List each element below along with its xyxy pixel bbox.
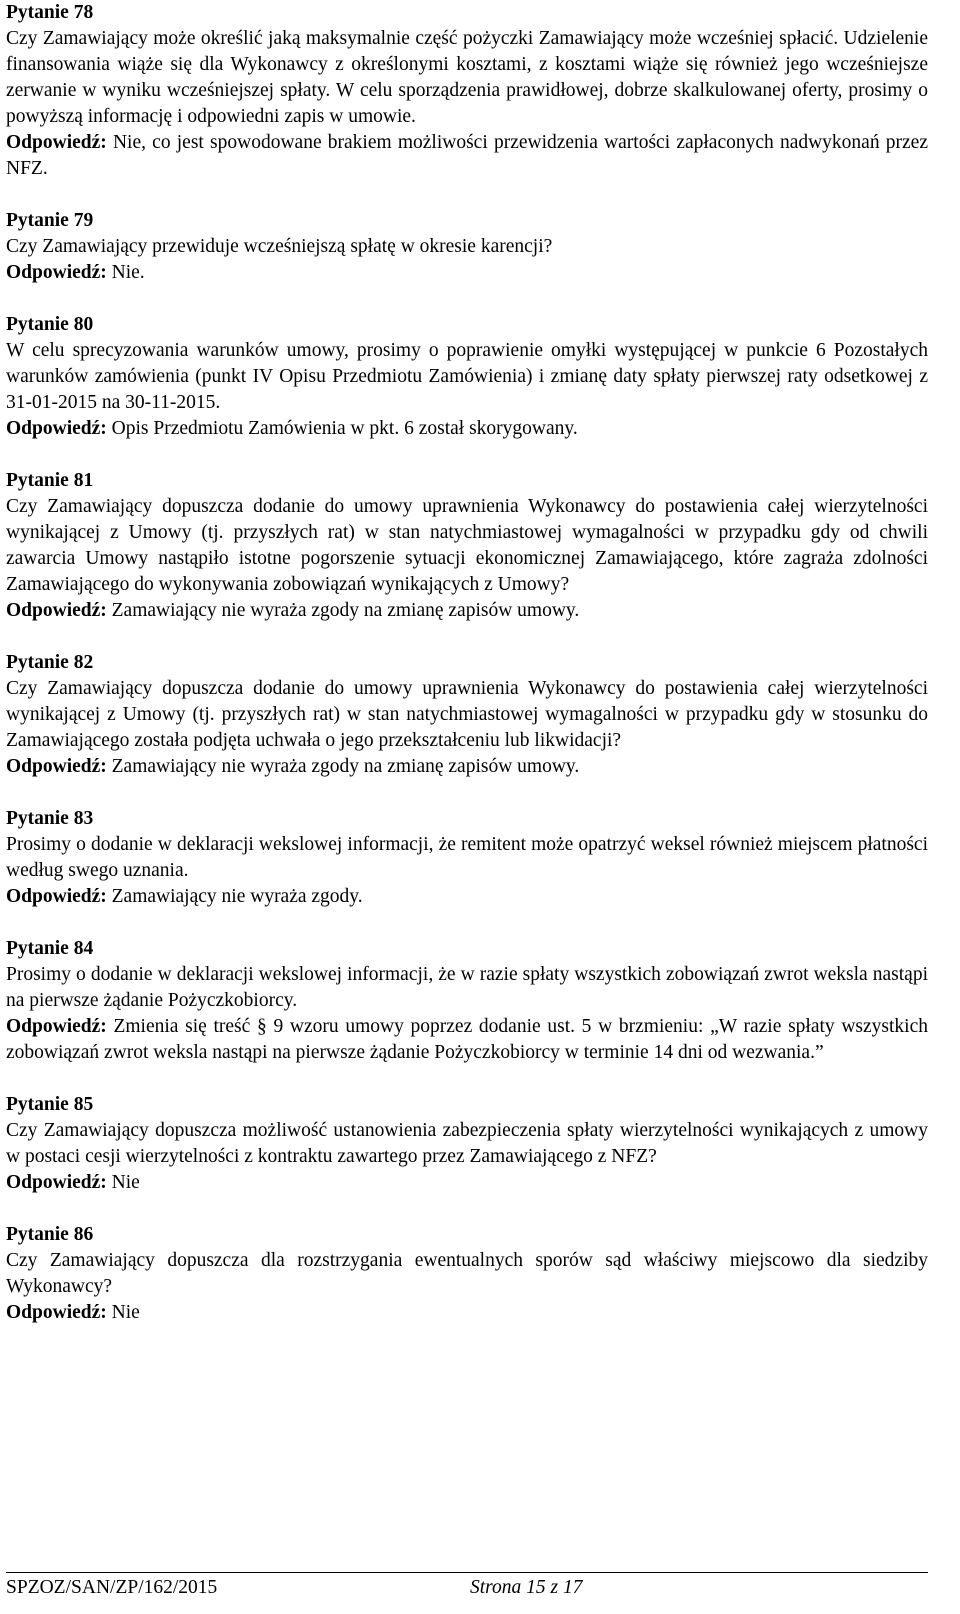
question-81 [6, 468, 928, 624]
question-text: Czy Zamawiający przewiduje wcześniejszą spłatę w okresie karencji? [6, 236, 553, 257]
answer-text: Zamawiający nie wyraża zgody. [106, 886, 363, 907]
question-title: Pytanie 80 [6, 314, 94, 335]
document-page [6, 0, 928, 1326]
question-82 [6, 650, 928, 780]
page-number: Strona 15 z 17 [470, 1577, 583, 1598]
question-title: Pytanie 83 [6, 808, 94, 829]
question-title: Pytanie 82 [6, 652, 94, 673]
question-text: Czy Zamawiający dopuszcza dodanie do umowy uprawnienia Wykonawcy do postawienia całej wierzytelności wynikającej z Umowy (tj. przyszłych rat) w stan natychmiastowej wymagalności w przypadku gdy w stosunku do Zamawiającego została podjęta uchwała o jego przekształceniu lub likwidacji? [6, 678, 928, 751]
question-text: W celu sprecyzowania warunków umowy, prosimy o poprawienie omyłki występującej w punkcie 6 Pozostałych warunków zamówienia (punkt IV Opisu Przedmiotu Zamówienia) i zmianę daty spłaty pierwszej raty odsetkowej z 31-01-2015 na 30-11-2015. [6, 340, 928, 413]
spacer [6, 182, 928, 208]
answer [6, 416, 928, 442]
answer-text: Nie [106, 1302, 140, 1323]
answer-text: Nie [106, 1172, 140, 1193]
question-title: Pytanie 85 [6, 1094, 94, 1115]
spacer [6, 1196, 928, 1222]
question-text: Czy Zamawiający dopuszcza dodanie do umowy uprawnienia Wykonawcy do postawienia całej wierzytelności wynikającej z Umowy (tj. przyszłych rat) w stan natychmiastowej wymagalności w przypadku gdy od chwili zawarcia Umowy nastąpiło istotne pogorszenie sytuacji ekonomicznej Zamawiającego, które zagraża zdolności Zamawiającego do wykonywania zobowiązań wynikających z Umowy? [6, 496, 928, 595]
question-text: Czy Zamawiający dopuszcza możliwość ustanowienia zabezpieczenia spłaty wierzytelności wynikających z umowy w postaci cesji wierzytelności z kontraktu zawartego przez Zamawiającego z NFZ? [6, 1120, 928, 1167]
spacer [6, 910, 928, 936]
spacer [6, 624, 928, 650]
answer [6, 1300, 928, 1326]
answer [6, 598, 928, 624]
answer-label: Odpowiedź: [6, 756, 107, 777]
spacer [6, 1066, 928, 1092]
answer-label: Odpowiedź: [6, 1172, 107, 1193]
question-85 [6, 1092, 928, 1196]
question-title: Pytanie 84 [6, 938, 94, 959]
question-86 [6, 1222, 928, 1326]
answer-label: Odpowiedź: [6, 262, 107, 283]
question-84 [6, 936, 928, 1066]
answer-label: Odpowiedź: [6, 886, 107, 907]
question-79 [6, 208, 928, 286]
answer [6, 260, 928, 286]
answer-text: Zamawiający nie wyraża zgody na zmianę zapisów umowy. [106, 600, 580, 621]
question-78 [6, 0, 928, 182]
question-title: Pytanie 79 [6, 210, 94, 231]
spacer [6, 442, 928, 468]
page-footer [6, 1572, 928, 1614]
question-text: Prosimy o dodanie w deklaracji wekslowej informacji, że remitent może opatrzyć weksel również miejscem płatności według swego uznania. [6, 834, 928, 881]
answer [6, 884, 928, 910]
answer-label: Odpowiedź: [6, 1016, 107, 1037]
answer-label: Odpowiedź: [6, 1302, 107, 1323]
question-text: Czy Zamawiający dopuszcza dla rozstrzygania ewentualnych sporów sąd właściwy miejscowo dla siedziby Wykonawcy? [6, 1250, 928, 1297]
answer-text: Zmienia się treść § 9 wzoru umowy poprzez dodanie ust. 5 w brzmieniu: „W razie spłaty wszystkich zobowiązań zwrot weksla nastąpi na pierwsze żądanie Pożyczkobiorcy w terminie 14 dni od wezwania.” [6, 1016, 928, 1063]
spacer [6, 286, 928, 312]
answer-label: Odpowiedź: [6, 418, 107, 439]
question-text: Prosimy o dodanie w deklaracji wekslowej informacji, że w razie spłaty wszystkich zobowiązań zwrot weksla nastąpi na pierwsze żądanie Pożyczkobiorcy. [6, 964, 928, 1011]
answer [6, 130, 928, 182]
question-title: Pytanie 86 [6, 1224, 94, 1245]
document-reference: SPZOZ/SAN/ZP/162/2015 [6, 1577, 218, 1598]
answer-text: Nie, co jest spowodowane brakiem możliwości przewidzenia wartości zapłaconych nadwykonań przez NFZ. [6, 132, 928, 179]
question-80 [6, 312, 928, 442]
answer-label: Odpowiedź: [6, 132, 107, 153]
question-title: Pytanie 78 [6, 2, 94, 23]
answer [6, 1014, 928, 1066]
answer-text: Opis Przedmiotu Zamówienia w pkt. 6 został skorygowany. [106, 418, 578, 439]
answer-text: Nie. [106, 262, 145, 283]
answer [6, 754, 928, 780]
answer [6, 1170, 928, 1196]
answer-text: Zamawiający nie wyraża zgody na zmianę zapisów umowy. [106, 756, 580, 777]
question-text: Czy Zamawiający może określić jaką maksymalnie część pożyczki Zamawiający może wcześniej spłacić. Udzielenie finansowania wiąże się dla Wykonawcy z określonymi kosztami, z kosztami wiąże się również jego wcześniejsze zerwanie w wyniku wcześniejszej spłaty. W celu sporządzenia prawidłowej, dobrze skalkulowanej oferty, prosimy o powyższą informację i odpowiedni zapis w umowie. [6, 28, 928, 127]
question-title: Pytanie 81 [6, 470, 94, 491]
spacer [6, 780, 928, 806]
answer-label: Odpowiedź: [6, 600, 107, 621]
question-83 [6, 806, 928, 910]
